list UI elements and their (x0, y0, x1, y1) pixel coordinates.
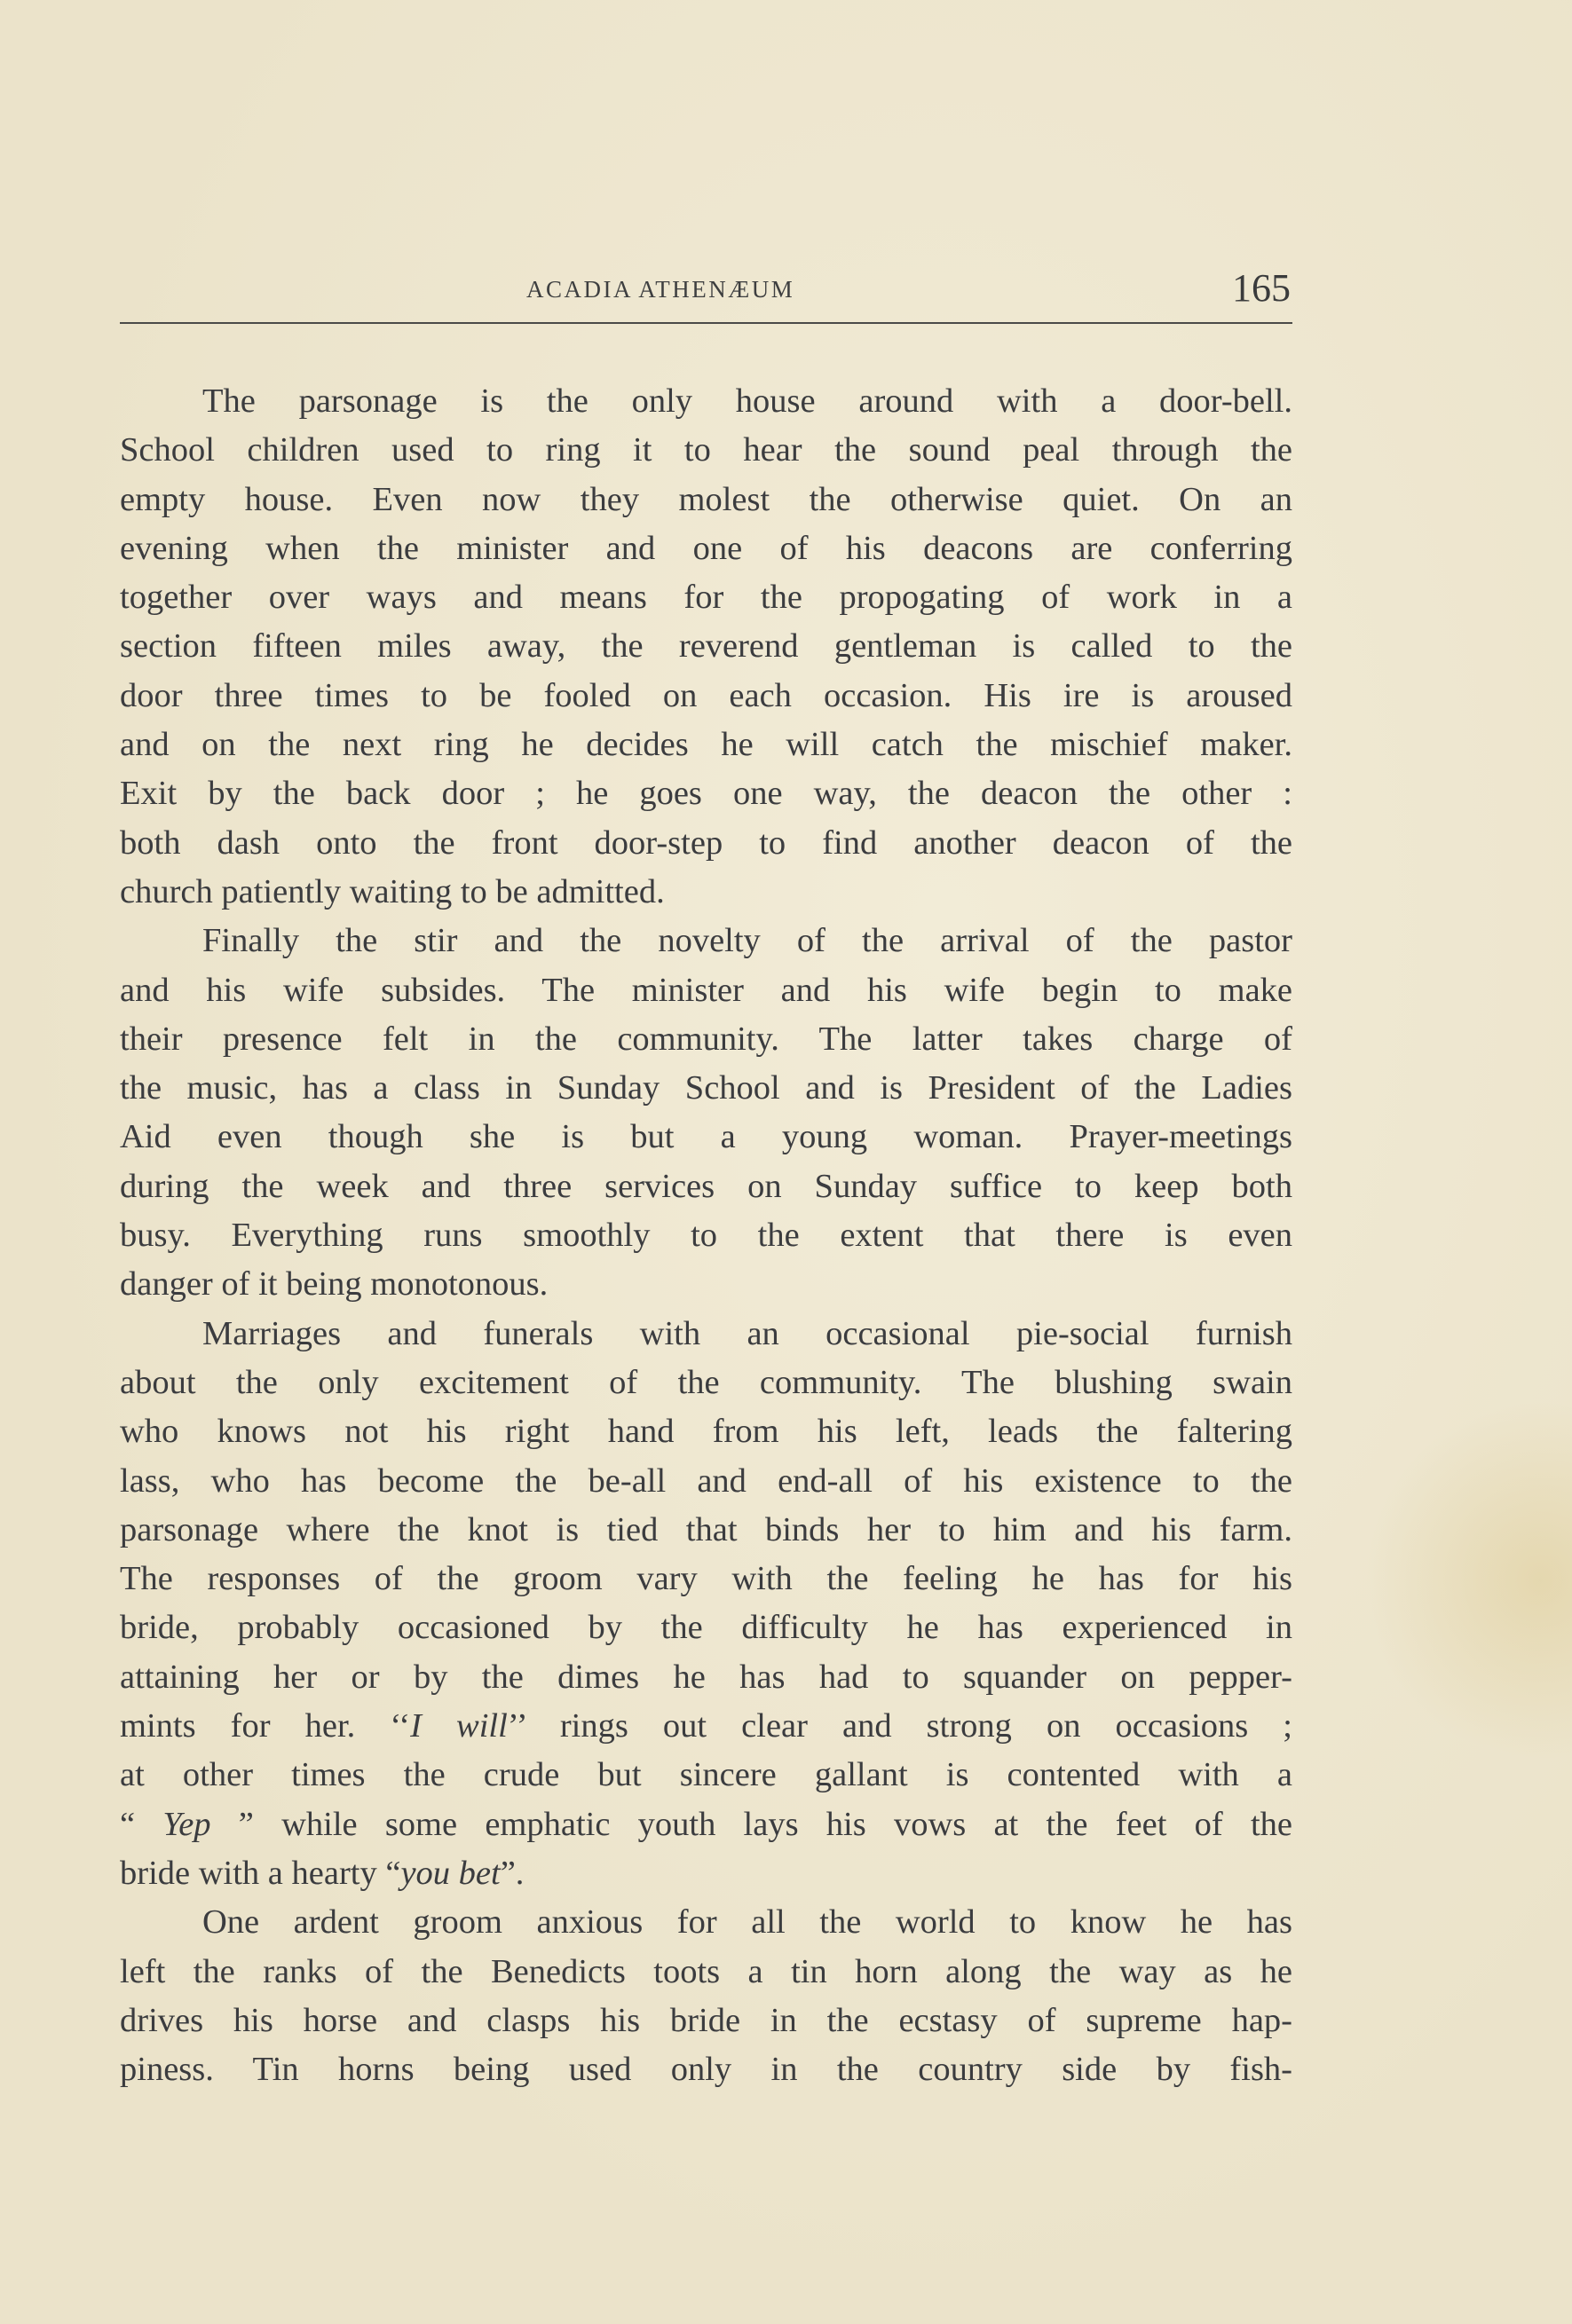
text-line: bride, probably occasioned by the difficulty he has experienced in (120, 1609, 1292, 1647)
text-line: busy. Everything runs smoothly to the extent that there is even (120, 1217, 1292, 1255)
quote-mark: ” (210, 1805, 254, 1843)
text-segment: rings out clear and strong on occasions ; (525, 1707, 1293, 1745)
text-line: at other times the crude but sincere gallant is contented with a (120, 1756, 1292, 1794)
text-line: lass, who has become the be-all and end-all of his existence to the (120, 1461, 1292, 1500)
text-line: The responses of the groom vary with the feeling he has for his (120, 1560, 1292, 1598)
text-line: door three times to be fooled on each occasion. His ire is aroused (120, 676, 1292, 714)
text-line: both dash onto the front door-step to find another deacon of the (120, 823, 1292, 862)
text-line: drives his horse and clasps his bride in the ecstasy of supreme hap- (120, 2001, 1292, 2039)
quote-mark: ’’ (507, 1707, 525, 1745)
italic-phrase: Yep (162, 1805, 211, 1843)
text-line: parsonage where the knot is tied that binds her to him and his farm. (120, 1510, 1292, 1548)
text-line-you-bet (120, 1849, 1292, 1898)
text-line-i-will (120, 1702, 1292, 1751)
text-line: Aid even though she is but a young woman. Prayer-meetings (120, 1118, 1292, 1156)
text-line: church patiently waiting to be admitted. (120, 872, 665, 910)
text-line: School children used to ring it to hear the sound peal through the (120, 431, 1292, 469)
text-line: together over ways and means for the propogating of work in a (120, 579, 1292, 617)
text-segment: while some emphatic youth lays his vows at the feet of the (253, 1805, 1292, 1843)
text-line: the music, has a class in Sunday School and is President of the Ladies (120, 1069, 1292, 1107)
quote-mark: “ (120, 1805, 163, 1843)
text-line: Exit by the back door ; he goes one way, the deacon the other : (120, 775, 1292, 813)
text-line: their presence felt in the community. The latter takes charge of (120, 1020, 1292, 1058)
text-line: empty house. Even now they molest the otherwise quiet. On an (120, 480, 1292, 518)
text-line: piness. Tin horns being used only in the country side by fish- (120, 2051, 1292, 2089)
text-line: Finally the stir and the novelty of the arrival of the pastor (202, 922, 1292, 960)
text-line: One ardent groom anxious for all the world to know he has (202, 1903, 1292, 1942)
text-line: left the ranks of the Benedicts toots a tin horn along the way as he (120, 1952, 1292, 1990)
text-segment: bride with a hearty (120, 1854, 386, 1892)
text-line: evening when the minister and one of his deacons are conferring (120, 529, 1292, 567)
text-line: danger of it being monotonous. (120, 1265, 549, 1304)
text-line: during the week and three services on Sunday suffice to keep both (120, 1167, 1292, 1205)
italic-phrase: I will (410, 1707, 508, 1745)
running-title: ACADIA ATHENÆUM (526, 276, 795, 303)
text-line: and his wife subsides. The minister and his wife begin to make (120, 971, 1292, 1009)
page-header (120, 266, 1292, 324)
text-line-yep (120, 1800, 1292, 1849)
text-line: The parsonage is the only house around with a door-bell. (202, 382, 1292, 420)
text-line: who knows not his right hand from his left, leads the faltering (120, 1413, 1292, 1451)
body-text (120, 377, 1292, 2094)
paragraph-3 (120, 1310, 1292, 1899)
paragraph-4 (120, 1898, 1292, 2094)
italic-phrase: you bet (400, 1854, 501, 1892)
text-line: attaining her or by the dimes he has had to squander on pepper- (120, 1658, 1292, 1696)
quote-mark: ”. (500, 1854, 525, 1892)
text-line: section fifteen miles away, the reverend gentleman is called to the (120, 627, 1292, 666)
paragraph-2 (120, 917, 1292, 1309)
text-line: and on the next ring he decides he will catch the mischief maker. (120, 726, 1292, 764)
text-line: Marriages and funerals with an occasional pie-social furnish (202, 1314, 1292, 1352)
quote-mark: ‘‘ (390, 1707, 411, 1745)
quote-mark: “ (385, 1854, 401, 1892)
text-line: about the only excitement of the community. The blushing swain (120, 1363, 1292, 1401)
text-segment: mints for her. (120, 1707, 391, 1745)
page-number: 165 (1232, 266, 1291, 310)
paragraph-1 (120, 377, 1292, 917)
